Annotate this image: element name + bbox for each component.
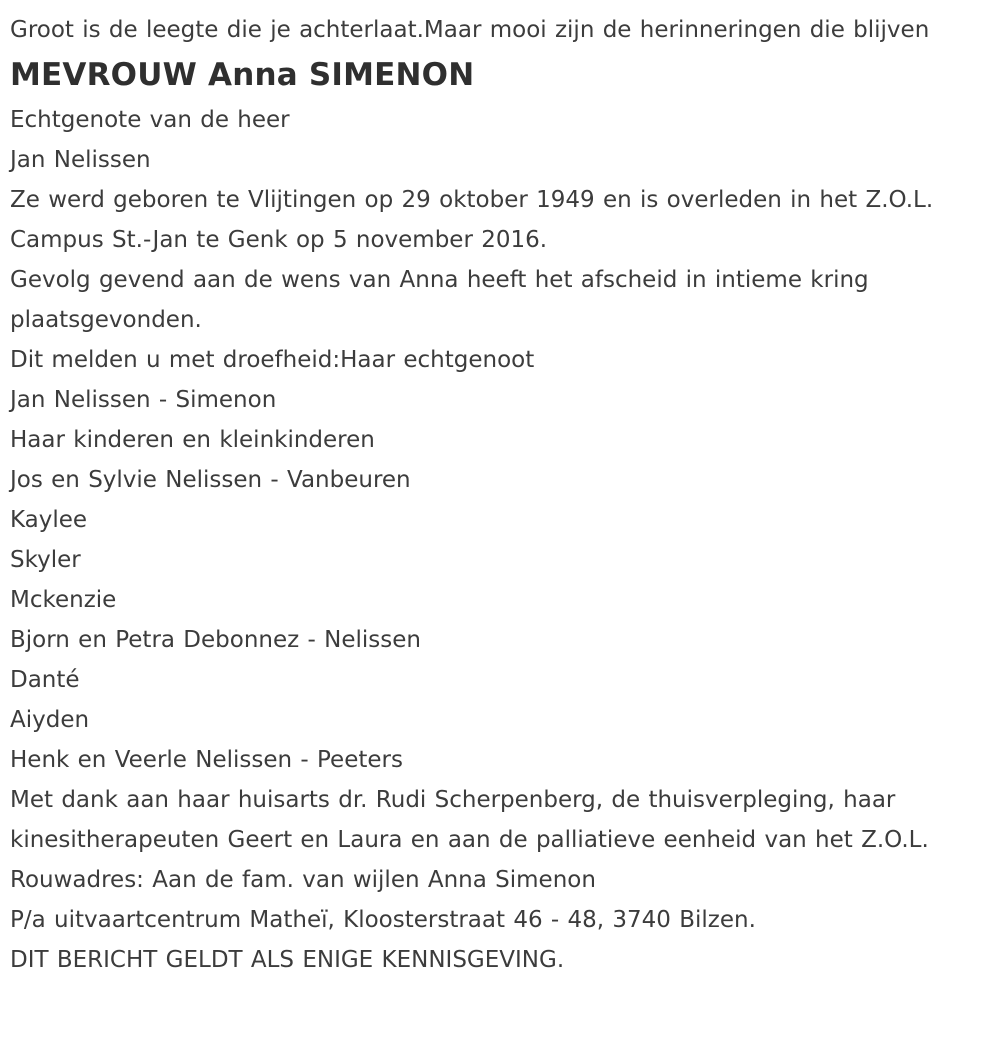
- line-mourning-address: Rouwadres: Aan de fam. van wijlen Anna Simenon: [10, 867, 596, 893]
- line-thanks: Met dank aan haar huisarts dr. Rudi Scherpenberg, de thuisverpleging, haar kinesitherapeuten Geert en Laura en aan de palliatieve eenheid van het Z.O.L.: [10, 787, 929, 853]
- line-spouse-name: Jan Nelissen: [10, 147, 151, 173]
- line-farewell-note: Gevolg gevend aan de wens van Anna heeft het afscheid in intieme kring plaatsgevonden.: [10, 267, 869, 333]
- line-announced-by: Dit melden u met droefheid:Haar echtgenoot: [10, 347, 535, 373]
- line-birth-death: Ze werd geboren te Vlijtingen op 29 oktober 1949 en is overleden in het Z.O.L. Campus St.-Jan te Genk op 5 november 2016.: [10, 187, 934, 253]
- line-family-member: Jos en Sylvie Nelissen - Vanbeuren: [10, 467, 411, 493]
- line-husband: Jan Nelissen - Simenon: [10, 387, 277, 413]
- line-family-member: Aiyden: [10, 707, 90, 733]
- line-family-member: Kaylee: [10, 507, 88, 533]
- line-children-header: Haar kinderen en kleinkinderen: [10, 427, 375, 453]
- line-family-member: Mckenzie: [10, 587, 117, 613]
- page-title: MEVROUW Anna SIMENON: [10, 57, 475, 93]
- line-family-member: Bjorn en Petra Debonnez - Nelissen: [10, 627, 421, 653]
- line-sole-notice: DIT BERICHT GELDT ALS ENIGE KENNISGEVING.: [10, 947, 565, 973]
- line-family-member: Danté: [10, 667, 80, 693]
- line-spouse-of: Echtgenote van de heer: [10, 107, 290, 133]
- epigraph: Groot is de leegte die je achterlaat.Maar mooi zijn de herinneringen die blijven: [10, 17, 930, 43]
- line-family-member: Henk en Veerle Nelissen - Peeters: [10, 747, 403, 773]
- line-family-member: Skyler: [10, 547, 81, 573]
- line-funeral-home: P/a uitvaartcentrum Matheï, Kloosterstraat 46 - 48, 3740 Bilzen.: [10, 907, 756, 933]
